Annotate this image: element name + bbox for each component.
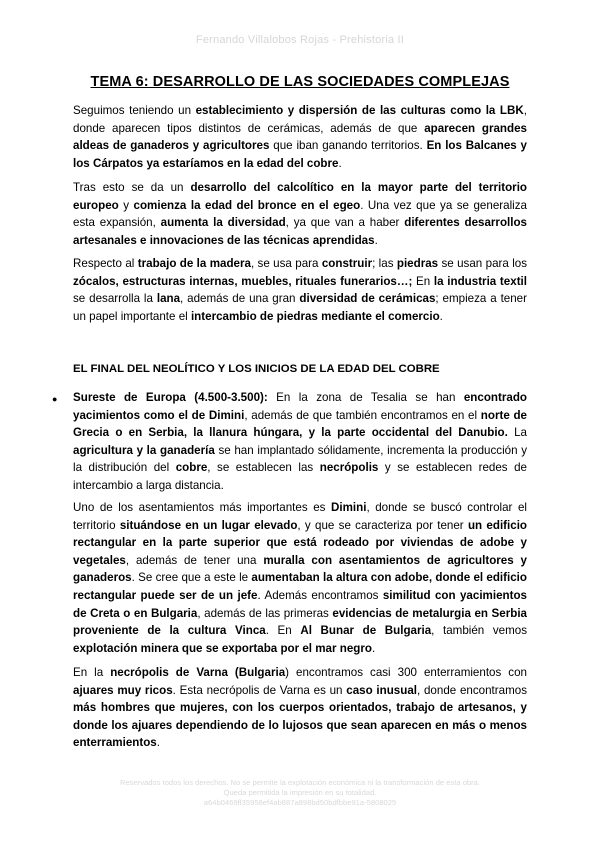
bold-text-run: diferentes desarrollos artesanales e innovaciones de las técnicas aprendidas — [73, 216, 527, 247]
text-run: , se establecen las — [207, 461, 320, 475]
text-run: ; empieza a tener un papel importante el — [73, 292, 527, 323]
bold-text-run: la industria textil — [433, 274, 527, 288]
text-run: se desarrolla la — [73, 292, 157, 306]
text-run: . — [156, 736, 160, 750]
bold-text-run: situándose en un lugar elevado — [119, 518, 298, 532]
bold-text-run: establecimiento y dispersión de las culturas como la LBK — [195, 104, 524, 117]
bold-text-run: un edificio rectangular en la parte superior que está rodeado por viviendas de adobe y vegetales — [73, 518, 527, 567]
bold-text-run: En los Balcanes y los Cárpatos ya estaríamos en la edad del cobre — [73, 139, 528, 170]
text-run: . Se cree que a este le — [131, 571, 252, 585]
text-run: . — [371, 641, 376, 655]
bold-text-run: aparecen grandes aldeas de ganaderos y agricultores — [73, 121, 527, 153]
bold-text-run: desarrollo del calcolítico en la mayor parte del territorio europeo — [73, 181, 527, 212]
text-run: , además de que también encontramos en el — [244, 408, 481, 422]
bold-text-run: aumentaban la altura con adobe, donde el edificio rectangular puede ser de un jefe — [73, 571, 527, 602]
text-run: , además de una gran — [180, 292, 300, 306]
footer-line-3: a64b0469ff35958ef4ab887a898bd50bdfbbe91a-5808025 — [203, 798, 397, 807]
paragraph-4-bullet — [73, 389, 527, 495]
bold-text-run: norte de Grecia o en Serbia, la llanura húngara, y la parte occidental del Danubio. — [73, 408, 527, 440]
text-run: , y que se caracteriza por tener — [297, 518, 468, 532]
bold-text-run: ajuares muy ricos — [73, 683, 173, 697]
bold-text-run: Al Bunar de Bulgaria — [300, 624, 432, 638]
footer-line-1: Reservados todos los derechos. No se permite la explotación económica ni la transformación de esta obra. — [119, 778, 481, 787]
bold-text-run: muralla con asentamientos de agricultores y ganaderos — [73, 553, 527, 585]
bold-text-run: necrópolis de Varna (Bulgaria — [110, 666, 286, 679]
text-run: Uno de los asentamientos más importantes es — [73, 501, 331, 514]
bold-text-run: piedras — [396, 257, 439, 270]
text-run: En — [412, 274, 434, 288]
text-run: , donde aparecen tipos distintos de cerámicas, además de que — [73, 104, 527, 135]
text-run: . — [338, 156, 342, 170]
bold-text-run: evidencias de metalurgia en Serbia proveniente de la cultura Vinca — [73, 606, 527, 638]
bold-text-run: comienza la edad del bronce en el egeo — [133, 198, 361, 212]
page-title: TEMA 6: DESARROLLO DE LAS SOCIEDADES COMPLEJAS — [90, 74, 510, 90]
text-run: , además de las primeras — [197, 606, 333, 620]
bold-text-run: cobre — [175, 461, 208, 475]
text-run: Respecto al — [73, 257, 138, 270]
bold-text-run: necrópolis — [319, 461, 379, 475]
text-run: . En — [265, 624, 301, 638]
text-run: , ya que van a haber — [285, 216, 405, 230]
bold-text-run: agricultura y la ganadería — [73, 443, 215, 457]
text-run: La — [507, 426, 527, 440]
text-run: , también vemos — [431, 624, 527, 638]
text-run: . Además encontramos — [257, 588, 383, 602]
bold-text-run: construir — [321, 257, 373, 270]
text-run: , se usa para — [250, 257, 322, 270]
bold-text-run: caso inusual — [346, 683, 418, 697]
text-run: En la zona de Tesalia se han — [267, 391, 464, 404]
bold-text-run: Sureste de Europa (4.500-3.500): — [73, 391, 268, 404]
text-run: se usan para los — [438, 257, 528, 270]
bold-text-run: trabajo de la madera — [137, 257, 251, 270]
text-run: se han implantado sólidamente, incrementa la producción y la distribución del — [73, 443, 528, 475]
text-run: . — [374, 233, 378, 247]
footer-line-2: Queda permitida la impresión en su totalidad. — [223, 788, 377, 797]
paragraph-5 — [73, 499, 527, 657]
bold-text-run: diversidad de cerámicas — [299, 292, 436, 306]
section-heading: EL FINAL DEL NEOLÍTICO Y LOS INICIOS DE LA EDAD DEL COBRE — [73, 363, 440, 375]
text-run: ; las — [372, 257, 397, 270]
header-watermark: Fernando Villalobos Rojas - Prehistoria II — [195, 34, 405, 46]
bold-text-run: lana — [156, 292, 181, 306]
text-run: . Una vez que ya se generaliza esta expansión, — [73, 198, 527, 230]
paragraph-6 — [73, 664, 527, 752]
paragraph-2 — [73, 179, 527, 249]
footer-notice — [60, 778, 540, 808]
bold-text-run: Dimini — [331, 501, 367, 514]
text-run: En la — [73, 666, 111, 679]
paragraph-3 — [73, 255, 527, 325]
text-run: , donde encontramos — [417, 683, 527, 697]
bold-text-run: similitud con yacimientos de Creta o en Bulgaria — [73, 588, 527, 620]
text-run: , donde se buscó controlar el territorio — [73, 501, 527, 532]
text-run: . Esta necrópolis de Varna es un — [172, 683, 347, 697]
bold-text-run: aumenta la diversidad — [160, 216, 286, 230]
text-run: y — [118, 198, 134, 212]
bold-text-run: encontrado yacimientos como el de Dimini — [73, 391, 527, 422]
text-run: ) encontramos casi 300 enterramientos con — [285, 666, 527, 679]
bold-text-run: zócalos, estructuras internas, muebles, rituales funerarios…; — [73, 274, 413, 288]
text-run: que iban ganando territorios. — [269, 139, 427, 153]
text-run: . — [439, 309, 443, 323]
text-run: Seguimos teniendo un — [73, 104, 196, 117]
bold-text-run: más hombres que mujeres, con los cuerpos orientados, trabajo de artesanos, y donde los ajuares dependiendo de lo lujosos que sean aparecen en más o menos enterramientos — [73, 701, 527, 750]
bold-text-run: intercambio de piedras mediante el comercio — [190, 309, 440, 323]
text-run: , además de tener una — [125, 553, 264, 567]
paragraph-1 — [73, 102, 527, 172]
bold-text-run: explotación minera que se exportaba por el mar negro — [73, 641, 372, 655]
bullet-icon: ● — [52, 394, 58, 404]
text-run: y se establecen redes de intercambio a larga distancia. — [73, 461, 527, 492]
text-run: Tras esto se da un — [73, 181, 191, 194]
